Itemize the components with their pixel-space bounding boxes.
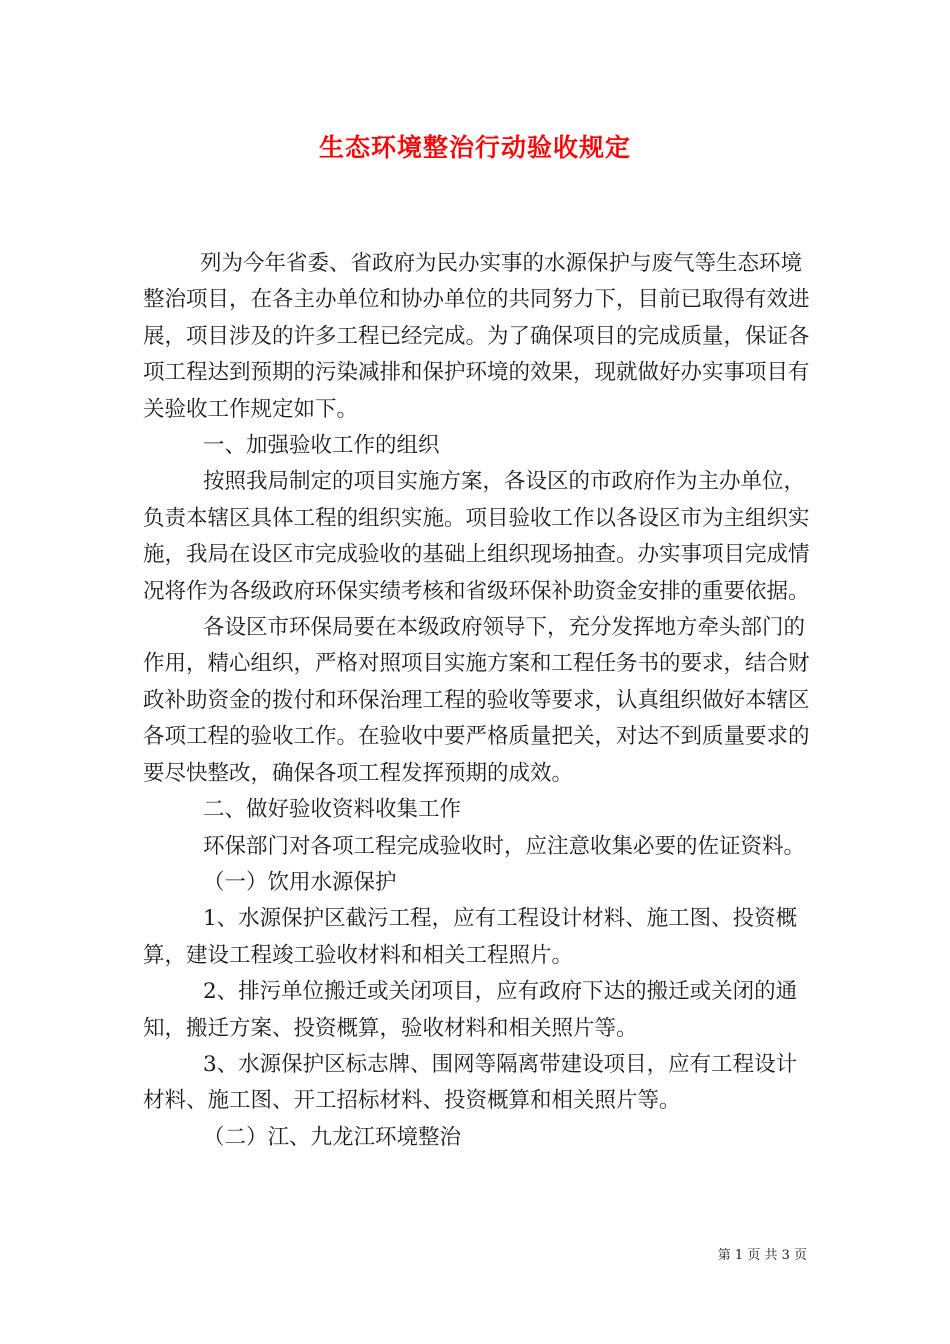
section-heading-2: 二、做好验收资料收集工作 (203, 797, 462, 823)
paragraph: 各设区市环保局要在本级政府领导下，充分发挥地方牵头部门的作用，精心组织，严格对照项目实施方案和工程任务书的要求，结合财政补助资金的拨付和环保治理工程的验收等要求，认真组织做好本辖区各项工程的验收工作。在验收中要严格质量把关，对达不到质量要求的要尽快整改，确保各项工程发挥预期的成效。 (143, 615, 810, 786)
document-body (143, 246, 810, 1156)
list-item: 3、水源保护区标志牌、围网等隔离带建设项目，应有工程设计材料、施工图、开工招标材料、投资概算和相关照片等。 (143, 1051, 798, 1114)
document-title: 生态环境整治行动验收规定 (318, 133, 631, 162)
paragraph: 按照我局制定的项目实施方案，各设区的市政府作为主办单位，负责本辖区具体工程的组织实施。项目验收工作以各设区市为主组织实施，我局在设区市完成验收的基础上组织现场抽查。办实事项目完成情况将作为各级政府环保实绩考核和省级环保补助资金安排的重要依据。 (143, 469, 810, 604)
paragraph: 环保部门对各项工程完成验收时，应注意收集必要的佐证资料。 (203, 833, 806, 859)
subsection-heading: （二）江、九龙江环境整治 (203, 1124, 462, 1150)
section-heading-1: 一、加强验收工作的组织 (203, 433, 440, 459)
intro-paragraph: 列为今年省委、省政府为民办实事的水源保护与废气等生态环境整治项目，在各主办单位和协办单位的共同努力下，目前已取得有效进展，项目涉及的许多工程已经完成。为了确保项目的完成质量，保证各项工程达到预期的污染减排和保护环境的效果，现就做好办实事项目有关验收工作规定如下。 (143, 251, 810, 422)
list-item: 2、排污单位搬迁或关闭项目，应有政府下达的搬迁或关闭的通知，搬迁方案、投资概算，验收材料和相关照片等。 (143, 979, 798, 1041)
page-number: 第 1 页 共 3 页 (717, 1248, 807, 1263)
subsection-heading: （一）饮用水源保护 (203, 869, 397, 895)
list-item: 1、水源保护区截污工程，应有工程设计材料、施工图、投资概算，建设工程竣工验收材料和相关工程照片。 (143, 906, 798, 968)
